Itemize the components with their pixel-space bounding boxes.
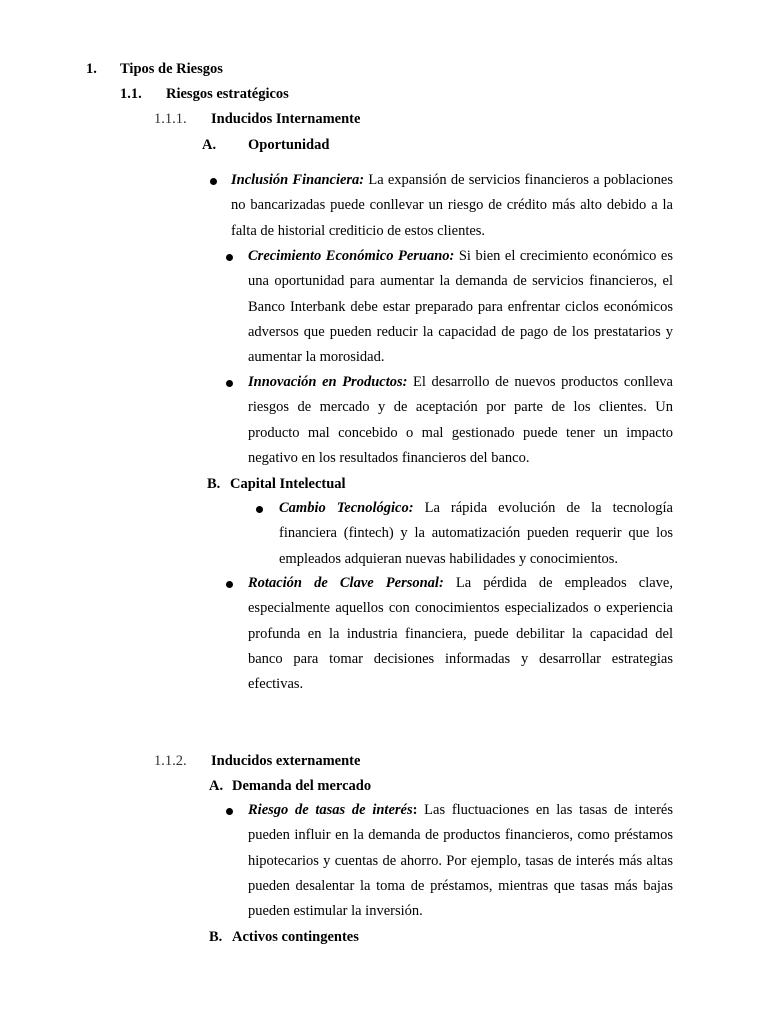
paragraph-text: La pérdida de empleados clave, especialmente aquellos con conocimientos especializados o experiencia profunda en la industria financiera, puede debilitar la capacidad del banco para tomar decisiones informadas y desarrollar estrategias efectivas. xyxy=(248,575,673,693)
section-b2-letter: B. xyxy=(209,929,223,945)
paragraph-text: El desarrollo de nuevos productos conlleva riesgos de mercado y de aceptación por parte de los clientes. Un producto mal concebido o mal gestionado puede tener un impacto negativo en los resultados financieros del banco. xyxy=(248,374,673,466)
paragraph-lead: Crecimiento Económico Peruano: xyxy=(248,248,455,264)
paragraph-lead: Inclusión Financiera: xyxy=(231,172,365,188)
heading-1-1-1-number: 1.1.1. xyxy=(154,111,187,127)
paragraph-colon: : xyxy=(412,802,418,818)
bullet-icon xyxy=(256,506,263,513)
paragraph-riesgo-tasas xyxy=(248,798,673,924)
paragraph-cambio-tecnologico xyxy=(279,496,673,572)
paragraph-text: Las fluctuaciones en las tasas de interés pueden influir en la demanda de productos financieros, como préstamos hipotecarios y cuentas de ahorro. Por ejemplo, tasas de interés más altas pueden desalentar la toma de préstamos, mientras que tasas más bajas pueden estimular la inversión. xyxy=(248,802,673,920)
section-b2-title: Activos contingentes xyxy=(232,929,359,945)
paragraph-lead: Riesgo de tasas de interés xyxy=(248,802,413,818)
heading-1-1-number: 1.1. xyxy=(120,86,142,102)
section-a2-title: Demanda del mercado xyxy=(232,778,372,794)
bullet-icon xyxy=(226,254,233,261)
bullet-icon xyxy=(226,581,233,588)
bullet-icon xyxy=(226,380,233,387)
paragraph-inclusion-financiera xyxy=(231,168,673,244)
paragraph-lead: Rotación de Clave Personal: xyxy=(248,575,444,591)
paragraph-text: La rápida evolución de la tecnología financiera (fintech) y la automatización pueden requerir que los empleados adquieran nuevas habilidades y conocimientos. xyxy=(279,500,673,567)
paragraph-text: Si bien el crecimiento económico es una oportunidad para aumentar la demanda de servicios financieros, el Banco Interbank debe estar preparado para enfrentar ciclos económicos adversos que pueden reducir la capacidad de pago de los prestatarios y aumentar la morosidad. xyxy=(248,248,673,366)
paragraph-rotacion-personal xyxy=(248,571,673,697)
bullet-icon xyxy=(210,178,217,185)
heading-1-1-1-title: Inducidos Internamente xyxy=(211,111,361,127)
heading-1-title: Tipos de Riesgos xyxy=(120,61,223,77)
paragraph-crecimiento-economico xyxy=(248,244,673,370)
section-b-letter: B. xyxy=(207,476,221,492)
section-a-title: Oportunidad xyxy=(248,137,330,153)
heading-1-1-title: Riesgos estratégicos xyxy=(166,86,289,102)
heading-1-1-2-title: Inducidos externamente xyxy=(211,753,361,769)
bullet-icon xyxy=(226,808,233,815)
section-a-letter: A. xyxy=(202,137,217,153)
heading-1-1-2-number: 1.1.2. xyxy=(154,753,187,769)
paragraph-innovacion-productos xyxy=(248,370,673,471)
section-a2-letter: A. xyxy=(209,778,224,794)
section-b-title: Capital Intelectual xyxy=(230,476,346,492)
paragraph-lead: Cambio Tecnológico: xyxy=(279,500,414,516)
heading-1-number: 1. xyxy=(86,61,97,77)
paragraph-lead: Innovación en Productos: xyxy=(248,374,408,390)
paragraph-text: La expansión de servicios financieros a poblaciones no bancarizadas puede conllevar un riesgo de crédito más alto debido a la falta de historial crediticio de estos clientes. xyxy=(231,172,673,239)
